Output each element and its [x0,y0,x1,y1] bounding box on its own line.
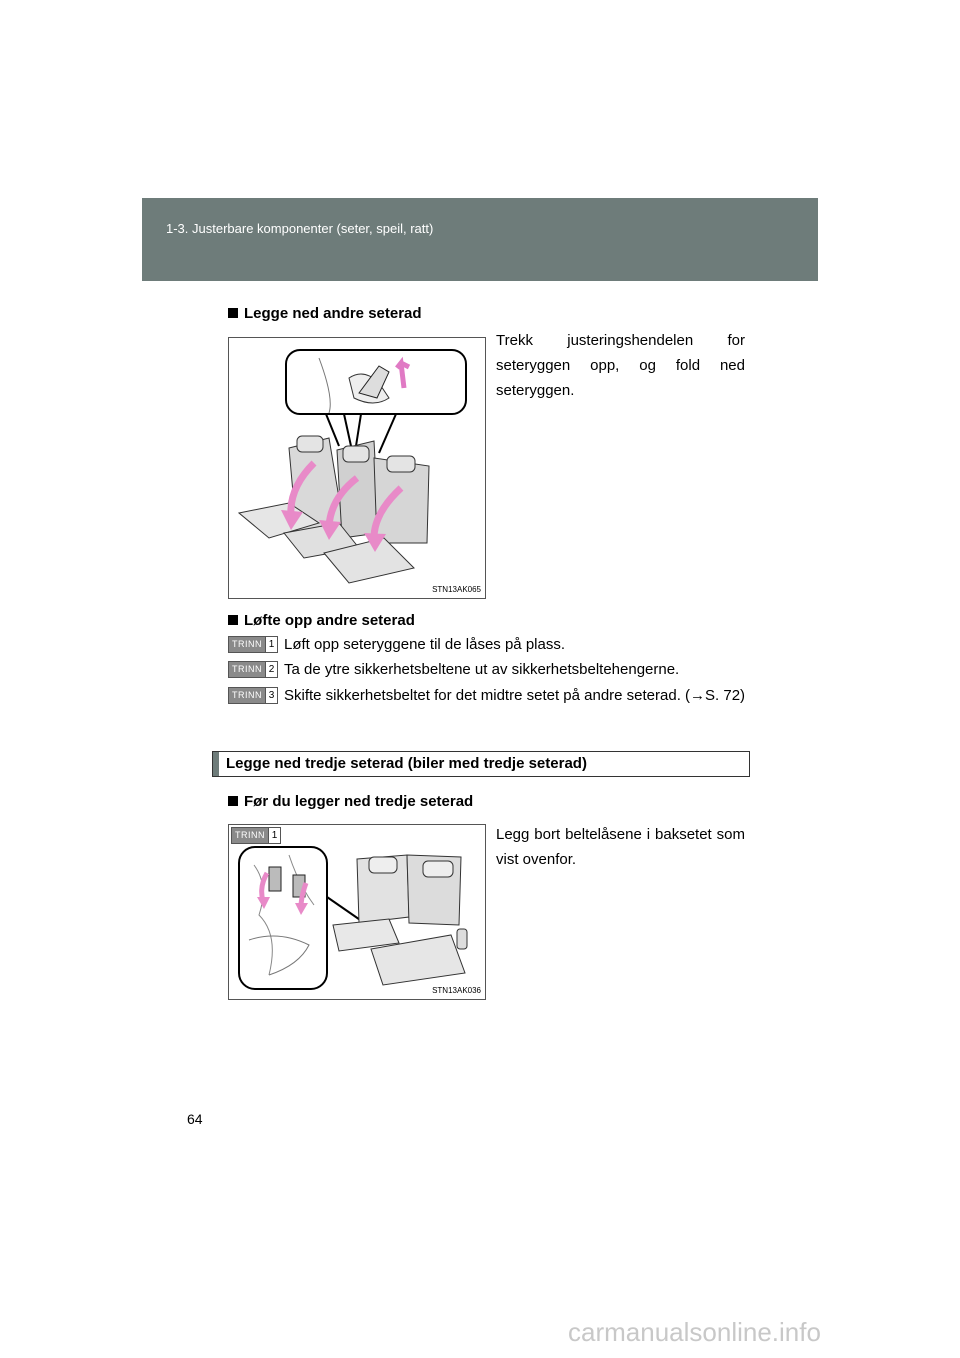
section-accent [213,752,219,776]
step-text: Løft opp seteryggene til de låses på plass. [284,636,566,653]
square-bullet-icon [228,615,238,625]
chapter-title: 1-3. Justerbare komponenter (seter, speil, ratt) [166,221,434,236]
step-badge: TRINN 2 [228,661,278,678]
step-text: Skifte sikkerhetsbeltet for det midtre setet på andre seterad. (→S. 72) [284,687,746,704]
step-text: Ta de ytre sikkerhetsbeltene ut av sikkerhetsbeltehengerne. [284,661,680,678]
step-item [228,632,748,657]
square-bullet-icon [228,308,238,318]
step-item [228,657,748,682]
step-badge: TRINN 3 [228,687,278,704]
figure-third-row-buckles [228,824,486,1000]
seat-fold-illustration [229,338,485,598]
fold-down-instruction: Trekk justeringshendelen for seteryggen opp, og fold ned seteryggen. [496,332,745,399]
chapter-header [142,198,818,281]
subheading-fold-down: Legge ned andre seterad [228,305,422,322]
page-number: 64 [187,1111,203,1127]
figure-code: STN13AK036 [432,986,481,995]
subheading-before-third-row: Før du legger ned tredje seterad [228,793,473,810]
subheading-raise: Løfte opp andre seterad [228,612,415,629]
step-badge: TRINN 1 [228,636,278,653]
figure-code: STN13AK065 [432,585,481,594]
section-title-bar [212,751,750,777]
square-bullet-icon [228,796,238,806]
watermark: carmanualsonline.info [568,1317,821,1347]
step-item [228,683,748,733]
section-title: Legge ned tredje seterad (biler med tredje seterad) [226,755,587,772]
third-row-instruction: Legg bort beltelåsene i baksetet som vist ovenfor. [496,826,745,868]
buckle-stow-illustration [229,825,485,999]
figure-second-row-fold [228,337,486,599]
figure-step-badge: TRINN 1 [231,827,281,844]
